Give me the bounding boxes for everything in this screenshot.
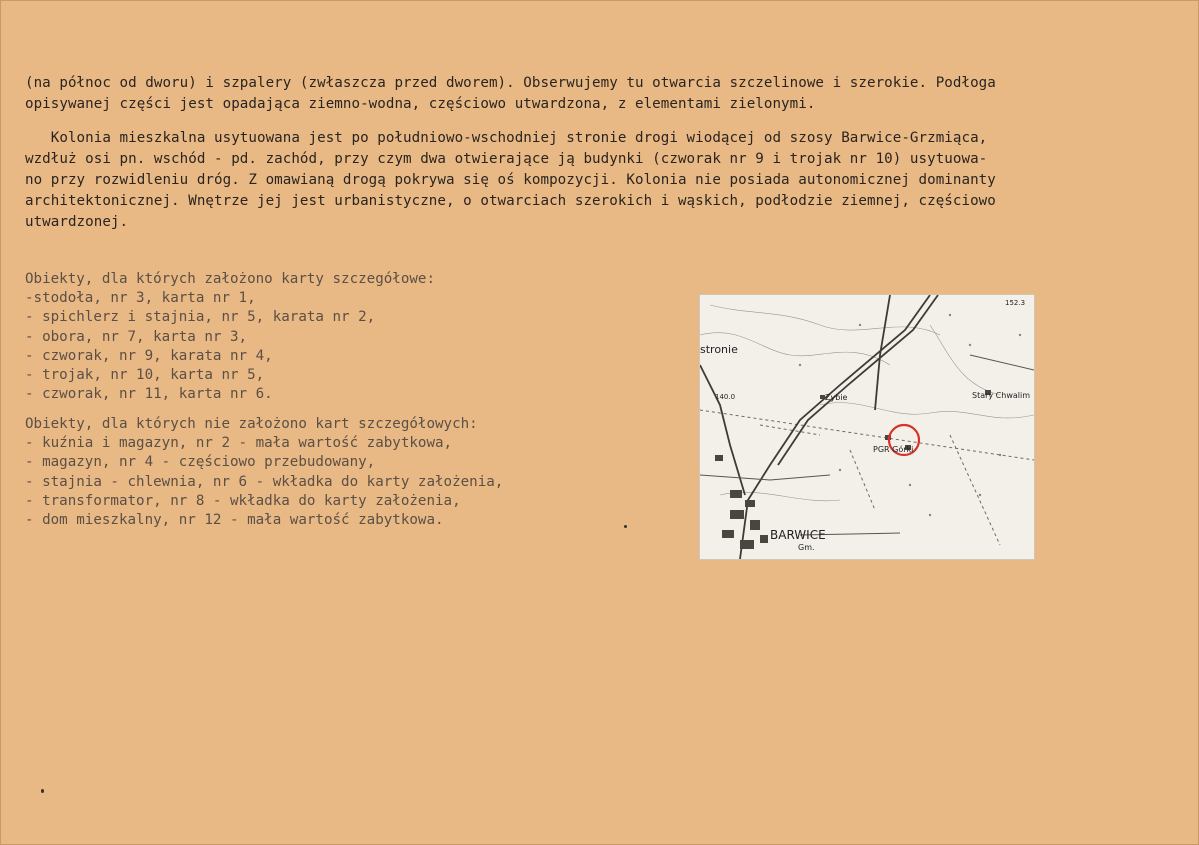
list-item: - trojak, nr 10, karta nr 5, bbox=[25, 367, 265, 384]
text-line: (na północ od dworu) i szpalery (zwłaszcza przed dworem). Obserwujemy tu otwarcia szczelinowe i szerokie. Podłoga bbox=[25, 75, 996, 91]
text-line: no przy rozwidleniu dróg. Z omawianą drogą pokrywa się oś kompozycji. Kolonia nie posiada autonomicznej dominanty bbox=[25, 172, 996, 188]
map-label-gm: Gm. bbox=[798, 543, 815, 552]
text-line: wzdłuż osi pn. wschód - pd. zachód, przy czym dwa otwierające ją budynki (czworak nr 9 i trojak nr 10) usytuowa- bbox=[25, 151, 988, 167]
map-label-elevation-140: 140.0 bbox=[715, 393, 736, 401]
list-heading: Obiekty, dla których założono karty szczegółowe: bbox=[25, 271, 435, 287]
text-line: architektonicznej. Wnętrze jej jest urbanistyczne, o otwarciach szerokich i wąskich, podłodzie ziemnej, częściowo bbox=[25, 193, 996, 209]
list-item: - obora, nr 7, karta nr 3, bbox=[25, 328, 248, 345]
map-label-zybie: Zybie bbox=[825, 393, 848, 402]
list-item: - transformator, nr 8 - wkładka do karty założenia, bbox=[25, 492, 461, 509]
map-label-barwice: BARWICE bbox=[770, 528, 826, 542]
paragraph-intro bbox=[25, 73, 1175, 115]
list-item: - czworak, nr 11, karta nr 6. bbox=[25, 386, 273, 403]
map-label-stronie: stronie bbox=[700, 343, 738, 356]
list-item: - kuźnia i magazyn, nr 2 - mała wartość zabytkowa, bbox=[25, 435, 453, 452]
list-objects-with-cards bbox=[25, 270, 435, 404]
location-map bbox=[700, 295, 1034, 559]
map-label-chwalim: Stary Chwalim bbox=[972, 391, 1031, 400]
speck bbox=[41, 789, 44, 793]
list-item: -stodoła, nr 3, karta nr 1, bbox=[25, 290, 256, 307]
map-drawing bbox=[700, 295, 1034, 559]
text-line: Kolonia mieszkalna usytuowana jest po południowo-wschodniej stronie drogi wiodącej od szosy Barwice-Grzmiąca, bbox=[25, 130, 988, 146]
list-item: - spichlerz i stajnia, nr 5, karata nr 2, bbox=[25, 309, 376, 326]
map-label-elevation-152: 152.3 bbox=[1005, 299, 1026, 307]
list-item: - magazyn, nr 4 - częściowo przebudowany, bbox=[25, 454, 376, 471]
list-item: - dom mieszkalny, nr 12 - mała wartość zabytkowa. bbox=[25, 512, 444, 529]
text-line: utwardzonej. bbox=[25, 214, 129, 230]
list-heading: Obiekty, dla których nie założono kart szczegółowych: bbox=[25, 416, 478, 432]
list-objects-without-cards bbox=[25, 415, 503, 530]
text-line: opisywanej części jest opadająca ziemno-wodna, częściowo utwardzona, z elementami zielonymi. bbox=[25, 96, 816, 112]
map-label-gorki: PGR Górki bbox=[873, 445, 914, 454]
speck bbox=[624, 525, 627, 528]
paragraph-colony bbox=[25, 128, 1175, 233]
list-item: - stajnia - chlewnia, nr 6 - wkładka do karty założenia, bbox=[25, 473, 504, 490]
list-item: - czworak, nr 9, karata nr 4, bbox=[25, 347, 273, 364]
